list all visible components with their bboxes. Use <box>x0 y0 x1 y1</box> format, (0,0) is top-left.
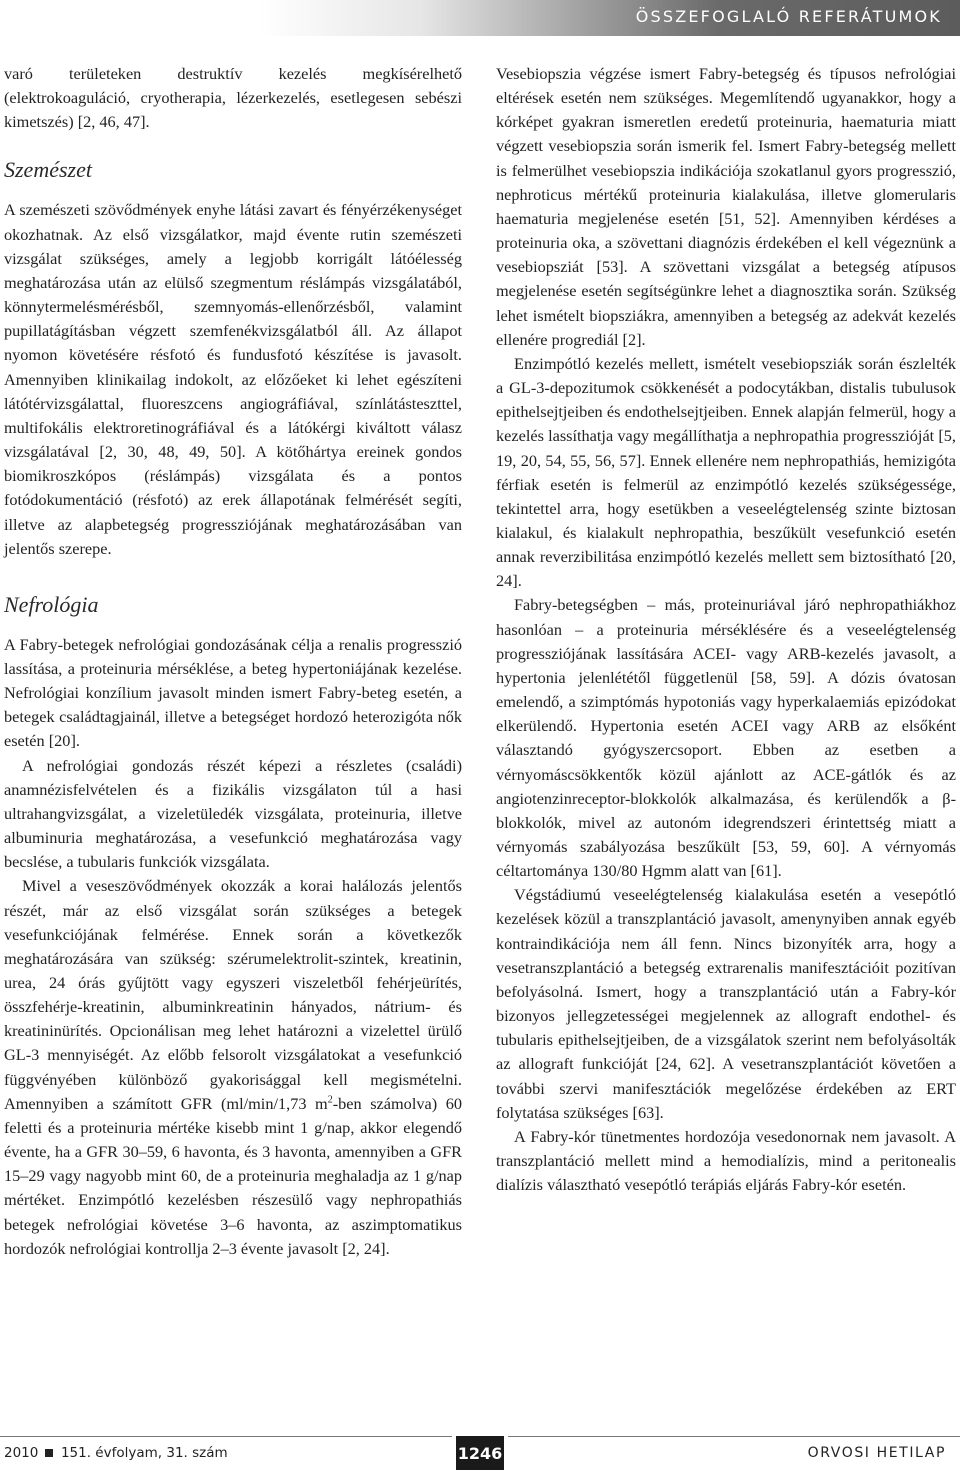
paragraph: A Fabry-betegek nefrológiai gondozásának célja a renalis progresszió lassítása, a proteinuria mérséklése, a beteg hypertoniájának kezelése. Nefrológiai konzílium javasolt minden ismert Fabry-beteg esetén, a betegek családtagjainál, illetve a betegséget hordozó heterozigóta nők esetén [20]. <box>4 634 462 751</box>
journal-name: ORVOSI HETILAP <box>807 1445 946 1461</box>
footer-rule <box>0 1436 452 1437</box>
issue-info <box>4 1445 228 1461</box>
year: 2010 <box>4 1445 39 1461</box>
footer-rule <box>508 1436 960 1437</box>
paragraph: Vesebiopszia végzése ismert Fabry-betegség és típusos nefrológiai eltérések esetén nem szükséges. Megemlítendő ugyanakkor, hogy a kórképet gyakran ismeretlen eredetű proteinuria, haematuria miatt végzett vesebiopszia során ismerik fel. Ismert Fabry-betegség mellett is felmerülhet vesebiopszia indikációja szokatlanul gyors progresszió, nephroticus mértékű proteinuria kialakulása, illetve glomerularis haematuria megjelenése esetén [51, 52]. Amennyiben kérdéses a proteinuria oka, a szövettani diagnózis érdekében el kell végeznünk a vesebiopsziát [53]. A szövettani vizsgálat a betegség atípusos megjelenése esetén segítségünkre lehet a diagnosztika során. Szükség lehet ismételt biopsziákra, amennyiben a betegség az adekvát kezelés ellenére progrediál [2]. <box>496 64 956 349</box>
heading-szemeszet: Szemészet <box>4 157 92 183</box>
page-number: 1246 <box>456 1436 504 1470</box>
heading-nefrologia: Nefrológia <box>4 591 99 617</box>
square-bullet-icon <box>45 1449 53 1457</box>
paragraph: Fabry-betegségben – más, proteinuriával járó nephropathiákhoz hasonlóan – a proteinuria mérséklésére és a veseelégtelenség progressziójának lassítására ACEI- vagy ARB-kezelés javasolt, a hypertonia jelenlététől függetlenül [58, 59]. A dózis óvatosan emelendő, a szimptómás hypotoniás vagy hyperkalaemiás epizódokat elkerülendő. Hypertonia esetén ACEI vagy ARB az elsőként választandó gyógyszercsoport. Ebben az esetben a vérnyomáscsökkentők közül ajánlott az ACE-gátlók és az angiotenzinreceptor-blokkolók alkalmazása, és kerülendők a β-blokkolók, mivel az autonóm idegrendszeri érintettség miatt a vérnyomás szabályozása beszűkült [53, 59, 60]. A vérnyomás céltartománya 130/80 Hgmm alatt van [61]. <box>496 595 956 881</box>
paragraph: varó területeken destruktív kezelés megkísérelhető (elektrokoaguláció, cryotherapia, lézerkezelés, esetlegesen sebészi kimetszés) [2, 46, 47]. <box>4 64 462 132</box>
paragraph: A nefrológiai gondozás részét képezi a részletes (családi) anamnézisfelvételen és a fizikális vizsgálaton túl a hasi ultrahangvizsgálat, a vizeletüledék vizsgálata, proteinuria, illetve albuminuria meghatározása, a vesefunkció meghatározása vagy becslése, a tubularis funkciók vizsgálata. <box>4 755 462 872</box>
page-footer <box>0 1436 960 1470</box>
paragraph: Végstádiumú veseelégtelenség kialakulása esetén a vesepótló kezelések közül a transzplantáció javasolt, amenynyiben annak egyéb kontraindikációja nem áll fenn. Nincs bizonyíték arra, hogy a vesetranszplantáció a betegség extrarenalis manifesztációit pozitívan befolyásolná. Ismert, hogy a transzplantáció után a Fabry-kór bizonyos jellegzetességei megjelennek az allograft endothel- és tubularis epithelsejtjeiben, de a vizsgálatok szerint nem befolyásolták az allograft funkcióját [24, 62]. A vesetranszplantációt követően a további szervi manifesztációk megelőzése érdekében az ERT folytatása szükséges [63]. <box>496 885 956 1122</box>
left-column <box>4 62 462 1261</box>
right-column <box>496 62 956 1197</box>
paragraph: A szemészeti szövődmények enyhe látási zavart és fényérzékenységet okozhatnak. Az első vizsgálatkor, majd évente rutin szemészeti vizsgálat szükséges, amely a legjobb korrigált látóélesség meghatározása után az elülső szegmentum réslámpás vizsgálatából, könnytermelésmérésből, szemnyomás-ellenőrzésből, valamint pupillatágításban végzett szemfenékvizsgálatból áll. Az állapot nyomon követésére résfotó és fundusfotó készítése is javasolt. Amennyiben klinikailag indokolt, az előzőeket ki lehet egészíteni látótérvizsgálattal, fluoreszcens angiográfiával, színlátásteszttel, multifokális elektroretinográfiával és a látókérgi kiváltott válasz vizsgálatával [2, 30, 48, 49, 50]. A kötőhártya ereinek gondos biomikroszkópos (réslámpás) vizsgálata és a pontos fotódokumentáció (résfotó) az erek állapotának felmérését segíti, illetve az alapbetegség progressziójának meghatározásában van jelentős szerepe. <box>4 200 462 558</box>
superscript: 2 <box>327 1094 333 1106</box>
paragraph: A Fabry-kór tünetmentes hordozója vesedonornak nem javasolt. A transzplantáció mellett mind a hemodialízis, mind a peritonealis dialízis választható vesepótló terápiás eljárás Fabry-kór esetén. <box>496 1126 956 1195</box>
paragraph: Enzimpótló kezelés mellett, ismételt vesebiopsziák során észlelték a GL-3-depozitumok csökkenését a podocytákban, distalis tubulusok epithelsejtjeiben és endothelsejtjeiben. Ennek alapján felmerül, hogy a kezelés lassíthatja vagy megállíthatja a nephropathia progresszióját [5, 19, 20, 54, 55, 56, 57]. Ennek ellenére nem nephropathiás, hemizigóta férfiak esetén is felmerül az enzimpótló kezelés szükségessége, tekintettel arra, hogy esetükben a veseelégtelenség szinte biztosan kialakul, és kialakult nephropathia, beszűkült vesefunkció esetén annak reverzibilitása enzimpótló kezelés mellett sem biztosítható [20, 24]. <box>496 353 956 591</box>
section-title: ÖSSZEFOGLALÓ REFERÁTUMOK <box>635 7 942 26</box>
text-run: -ben számolva) 60 feletti és a proteinuria mértéke kisebb mint 1 g/nap, akkor elegendő évente, ha a GFR 30–59, 6 havonta, és 3 havonta, amennyiben a GFR 15–29 vagy nagyobb mint 60, de a proteinuria meghaladja az 1 g/nap mértéket. Enzimpótló kezelésben részesülő vagy nephropathiás betegek nefrológiai követése 3–6 havonta, az aszimptomatikus hordozók nefrológiai kontrollja 2–3 évente javasolt [2, 24]. <box>4 1093 462 1258</box>
paragraph <box>4 874 462 1261</box>
text-run: Mivel a veseszövődmények okozzák a korai halálozás jelentős részét, már az első vizsgálat során szükséges a betegek vesefunkciójának felmérése. Ennek során a következők meghatározására van szükség: szérumelektrolit-szintek, kreatinin, urea, 24 órás gyűjtött vagy egyszeri viszeletből fehérjeürítés, összfehérje-kreatinin, albuminkreatinin hányados, nátrium- és kreatininürítés. Opcionálisan meg lehet határozni a vizelettel ürülő GL-3 mennyiségét. Az előbb felsorolt vizsgálatokat a vesefunkció függvényében különböző gyakorisággal kell megismételni. Amennyiben a számított GFR (ml/min/1,73 m <box>4 876 462 1113</box>
page-header <box>0 0 960 36</box>
volume-issue: 151. évfolyam, 31. szám <box>60 1445 228 1461</box>
